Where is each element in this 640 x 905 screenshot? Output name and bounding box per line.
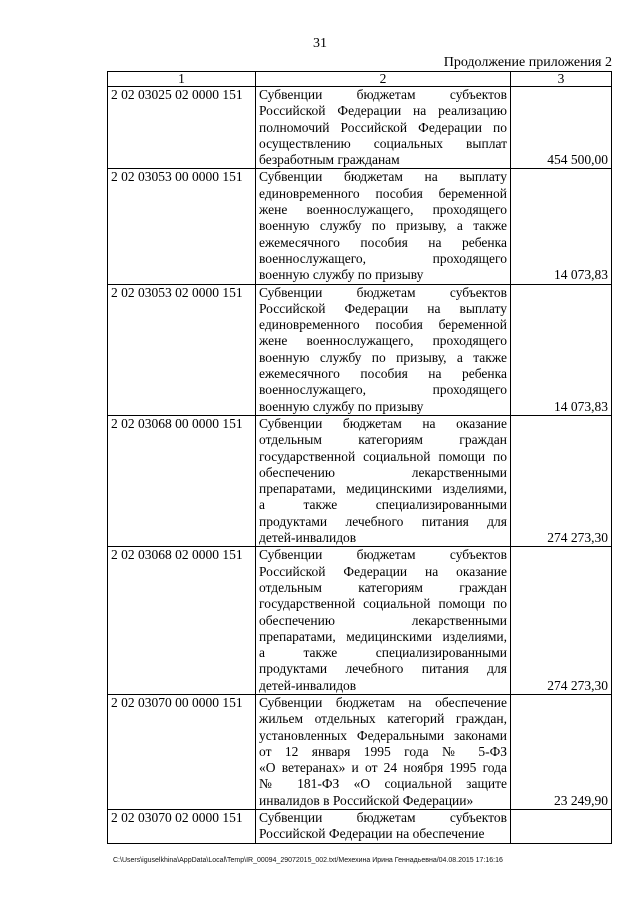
revenue-description bbox=[256, 694, 511, 809]
description-line: препаратами, медицинскими изделиями, bbox=[259, 481, 507, 497]
description-line: Российской Федерации на реализацию bbox=[259, 103, 507, 119]
column-header-2: 2 bbox=[256, 72, 511, 87]
description-line: государственной социальной помощи по bbox=[259, 448, 507, 464]
description-line: военную службу по призыву, а также bbox=[259, 218, 507, 234]
description-line: установленных Федеральными законами bbox=[259, 727, 507, 743]
description-line: продуктами лечебного питания для bbox=[259, 661, 507, 677]
description-line: безработным гражданам bbox=[259, 152, 400, 168]
description-line: Субвенции бюджетам субъектов bbox=[259, 810, 507, 826]
description-line: Субвенции бюджетам на выплату bbox=[259, 169, 507, 185]
description-line: препаратами, медицинскими изделиями, bbox=[259, 628, 507, 644]
description-line: «О ветеранах» и от 24 ноября 1995 года bbox=[259, 760, 507, 776]
description-line: жильем отдельных категорий граждан, bbox=[259, 711, 507, 727]
description-line: единовременного пособия беременной bbox=[259, 185, 507, 201]
classification-code: 2 02 03070 00 0000 151 bbox=[108, 694, 256, 809]
description-line: военную службу по призыву bbox=[259, 267, 424, 283]
revenue-description bbox=[256, 169, 511, 284]
revenue-description bbox=[256, 810, 511, 844]
amount-value: 14 073,83 bbox=[511, 284, 612, 415]
table-row bbox=[108, 169, 612, 284]
description-line: инвалидов в Российской Федерации» bbox=[259, 792, 474, 808]
amount-value bbox=[511, 810, 612, 844]
description-line: единовременного пособия беременной bbox=[259, 317, 507, 333]
amount-value: 454 500,00 bbox=[511, 87, 612, 169]
file-path-footer: C:\Users\iguselkhina\AppData\Local\Temp\IR_00094_29072015_002.txt/Мехехина Ирина Геннадьевна/04.08.2015 17:16:16 bbox=[113, 857, 503, 864]
table-row bbox=[108, 547, 612, 695]
description-line: ежемесячного пособия на ребенка bbox=[259, 234, 507, 250]
description-line: продуктами лечебного питания для bbox=[259, 513, 507, 529]
budget-revenue-table bbox=[107, 71, 612, 844]
revenue-description bbox=[256, 415, 511, 546]
amount-value: 274 273,30 bbox=[511, 547, 612, 695]
classification-code: 2 02 03070 02 0000 151 bbox=[108, 810, 256, 844]
column-header-1: 1 bbox=[108, 72, 256, 87]
table-row bbox=[108, 810, 612, 844]
amount-value: 23 249,90 bbox=[511, 694, 612, 809]
description-line: Субвенции бюджетам на обеспечение bbox=[259, 694, 507, 710]
description-line: Российской Федерации на обеспечение bbox=[259, 826, 485, 842]
description-line: военнослужащего, проходящего bbox=[259, 250, 507, 266]
description-line: а также специализированными bbox=[259, 645, 507, 661]
description-line: полномочий Российской Федерации по bbox=[259, 119, 507, 135]
amount-value: 14 073,83 bbox=[511, 169, 612, 284]
description-line: Субвенции бюджетам субъектов bbox=[259, 87, 507, 102]
classification-code: 2 02 03053 00 0000 151 bbox=[108, 169, 256, 284]
description-line: обеспечению лекарственными bbox=[259, 464, 507, 480]
description-line: военную службу по призыву, а также bbox=[259, 349, 507, 365]
description-line: отдельным категориям граждан bbox=[259, 579, 507, 595]
table-header-row bbox=[108, 72, 612, 87]
description-line: осуществлению социальных выплат bbox=[259, 135, 507, 151]
description-line: детей-инвалидов bbox=[259, 530, 357, 546]
description-line: Субвенции бюджетам субъектов bbox=[259, 547, 507, 563]
table-row bbox=[108, 694, 612, 809]
description-line: а также специализированными bbox=[259, 497, 507, 513]
table-row bbox=[108, 415, 612, 546]
description-line: Российской Федерации на оказание bbox=[259, 563, 507, 579]
revenue-description bbox=[256, 547, 511, 695]
description-line: Российской Федерации на выплату bbox=[259, 300, 507, 316]
table-row bbox=[108, 284, 612, 415]
description-line: военнослужащего, проходящего bbox=[259, 382, 507, 398]
revenue-description bbox=[256, 284, 511, 415]
description-line: Субвенции бюджетам на оказание bbox=[259, 415, 507, 431]
column-header-3: 3 bbox=[511, 72, 612, 87]
table-row bbox=[108, 87, 612, 169]
description-line: жене военнослужащего, проходящего bbox=[259, 202, 507, 218]
classification-code: 2 02 03025 02 0000 151 bbox=[108, 87, 256, 169]
description-line: детей-инвалидов bbox=[259, 677, 357, 693]
description-line: отдельным категориям граждан bbox=[259, 432, 507, 448]
revenue-description bbox=[256, 87, 511, 169]
description-line: военную службу по призыву bbox=[259, 398, 424, 414]
description-line: Субвенции бюджетам субъектов bbox=[259, 284, 507, 300]
description-line: ежемесячного пособия на ребенка bbox=[259, 366, 507, 382]
description-line: жене военнослужащего, проходящего bbox=[259, 333, 507, 349]
description-line: № 181-ФЗ «О социальной защите bbox=[259, 776, 507, 792]
appendix-continuation-label: Продолжение приложения 2 bbox=[443, 55, 612, 70]
amount-value: 274 273,30 bbox=[511, 415, 612, 546]
classification-code: 2 02 03068 00 0000 151 bbox=[108, 415, 256, 546]
description-line: государственной социальной помощи по bbox=[259, 596, 507, 612]
classification-code: 2 02 03068 02 0000 151 bbox=[108, 547, 256, 695]
page-number: 31 bbox=[313, 36, 327, 51]
description-line: обеспечению лекарственными bbox=[259, 612, 507, 628]
description-line: от 12 января 1995 года № 5-ФЗ bbox=[259, 743, 507, 759]
classification-code: 2 02 03053 02 0000 151 bbox=[108, 284, 256, 415]
